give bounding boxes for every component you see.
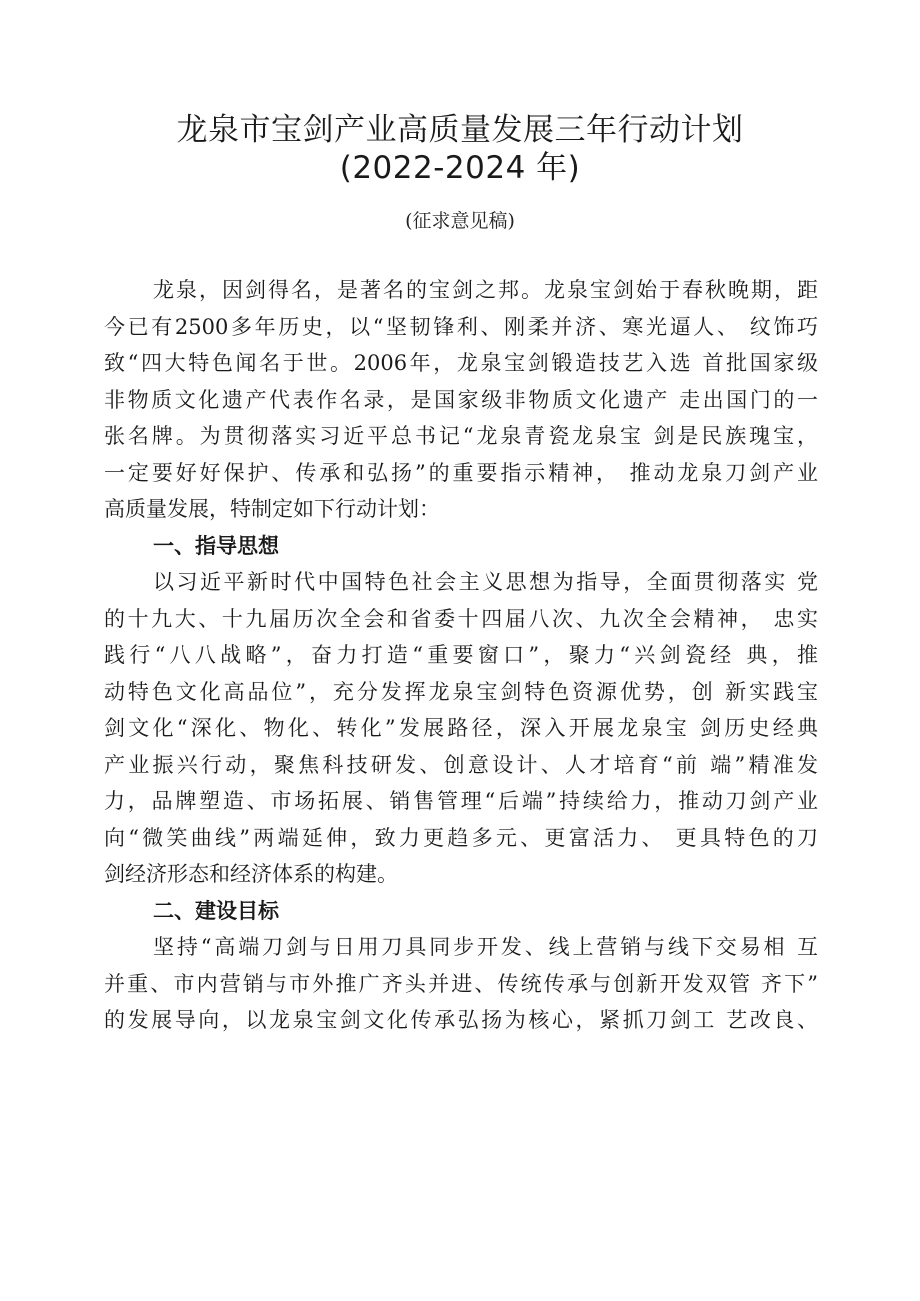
intro-line: 一定要好好保护、传承和弘扬”的重要指示精神， 推动龙泉刀剑产业 xyxy=(104,460,818,485)
section2-line: 并重、市内营销与市外推广齐头并进、传统传承与创新开发双管 齐下” xyxy=(104,971,818,996)
document-title-years: (2022-2024 年) xyxy=(339,150,581,186)
section1-line: 产业振兴行动，聚焦科技研发、创意设计、人才培育“前 端”精准发 xyxy=(104,752,818,777)
document-body xyxy=(104,272,818,1039)
section1-line: 向“微笑曲线”两端延伸，致力更趋多元、更富活力、 更具特色的刀 xyxy=(104,825,818,850)
section-heading-guiding-ideology: 一、指导思想 xyxy=(153,533,279,558)
intro-line: 非物质文化遗产代表作名录，是国家级非物质文化遗产 走出国门的一 xyxy=(104,387,818,412)
section1-line: 的十九大、十九届历次全会和省委十四届八次、九次全会精神， 忠实 xyxy=(104,606,818,631)
section1-line: 剑经济形态和经济体系的构建。 xyxy=(104,862,398,886)
document-title: 龙泉市宝剑产业高质量发展三年行动计划 xyxy=(176,112,744,148)
section1-line: 以习近平新时代中国特色社会主义思想为指导，全面贯彻落实 党 xyxy=(153,570,818,594)
section2-line: 坚持“高端刀剑与日用刀具同步开发、线上营销与线下交易相 互 xyxy=(153,935,818,959)
section2-line: 的发展导向，以龙泉宝剑文化传承弘扬为核心，紧抓刀剑工 艺改良、 xyxy=(104,1008,818,1032)
intro-line: 高质量发展，特制定如下行动计划： xyxy=(104,497,440,521)
intro-line: 致“四大特色闻名于世。2006年，龙泉宝剑锻造技艺入选 首批国家级 xyxy=(104,351,818,375)
section1-line: 剑文化“深化、物化、转化”发展路径，深入开展龙泉宝 剑历史经典 xyxy=(104,716,818,740)
section-heading-construction-goals: 二、建设目标 xyxy=(153,898,279,923)
intro-line: 龙泉，因剑得名，是著名的宝剑之邦。龙泉宝剑始于春秋晚期，距 xyxy=(153,278,818,302)
section1-line: 践行“八八战略”，奋力打造“重要窗口”，聚力“兴剑瓷经 典，推 xyxy=(104,643,818,667)
intro-line: 今已有2500多年历史，以“坚韧锋利、刚柔并济、寒光逼人、 纹饰巧 xyxy=(104,314,818,339)
section1-line: 动特色文化高品位”，充分发挥龙泉宝剑特色资源优势，创 新实践宝 xyxy=(104,679,818,704)
document-subtitle: (征求意见稿) xyxy=(405,210,515,232)
section1-line: 力，品牌塑造、市场拓展、销售管理“后端”持续给力，推动刀剑产业 xyxy=(104,789,818,813)
intro-line: 张名牌。为贯彻落实习近平总书记“龙泉青瓷龙泉宝 剑是民族瑰宝， xyxy=(104,424,818,448)
